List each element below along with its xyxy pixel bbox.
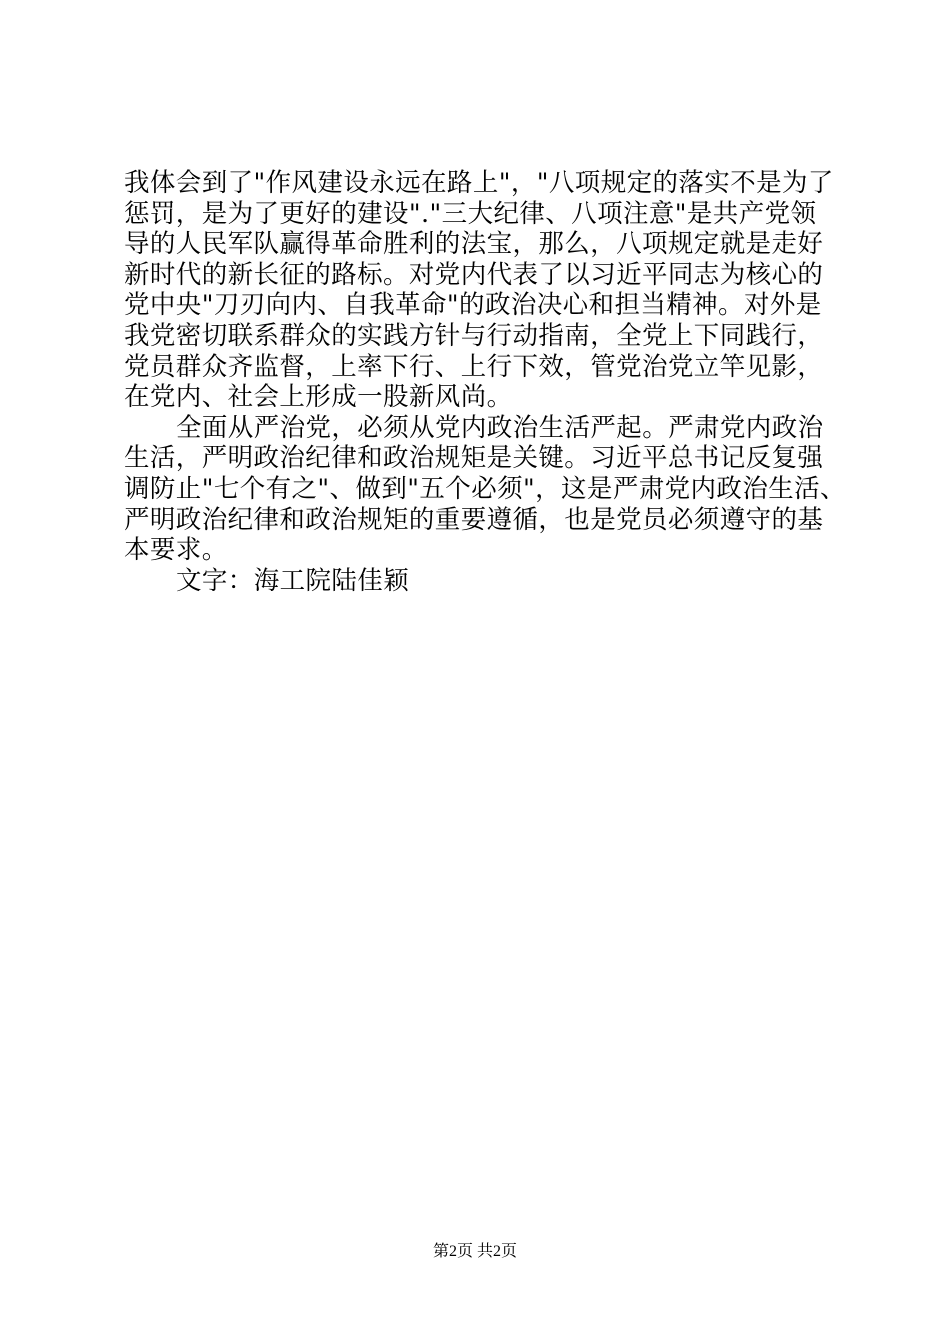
paragraph-line: 我党密切联系群众的实践方针与行动指南，全党上下同践行， [124, 320, 824, 351]
paragraph-line: 生活，严明政治纪律和政治规矩是关键。习近平总书记反复强 [124, 443, 824, 474]
paragraph-line: 我体会到了"作风建设永远在路上"，"八项规定的落实不是为了 [124, 168, 834, 198]
byline: 文字：海工院陆佳颖 [176, 565, 410, 596]
page-number-footer: 第2页 共2页 [432, 1243, 517, 1260]
paragraph-line: 本要求。 [124, 535, 228, 566]
paragraph-line: 在党内、社会上形成一股新风尚。 [124, 382, 513, 413]
paragraph-1 [124, 168, 839, 413]
paragraph-2 [124, 412, 846, 566]
paragraph-line: 调防止"七个有之"、做到"五个必须"，这是严肃党内政治生活、 [124, 473, 846, 504]
paragraph-line: 严明政治纪律和政治规矩的重要遵循，也是党员必须遵守的基 [124, 504, 824, 535]
paragraph-line: 党员群众齐监督，上率下行、上行下效，管党治党立竿见影， [124, 351, 824, 382]
paragraph-line: 全面从严治党，必须从党内政治生活严起。严肃党内政治 [176, 412, 824, 443]
document-body [124, 168, 846, 596]
paragraph-line: 导的人民军队赢得革命胜利的法宝，那么，八项规定就是走好 [124, 229, 824, 260]
paragraph-line: 惩罚，是为了更好的建设"."三大纪律、八项注意"是共产党领 [124, 198, 817, 229]
paragraph-line: 新时代的新长征的路标。对党内代表了以习近平同志为核心的 [124, 259, 824, 290]
paragraph-line: 党中央"刀刃向内、自我革命"的政治决心和担当精神。对外是 [124, 290, 822, 321]
